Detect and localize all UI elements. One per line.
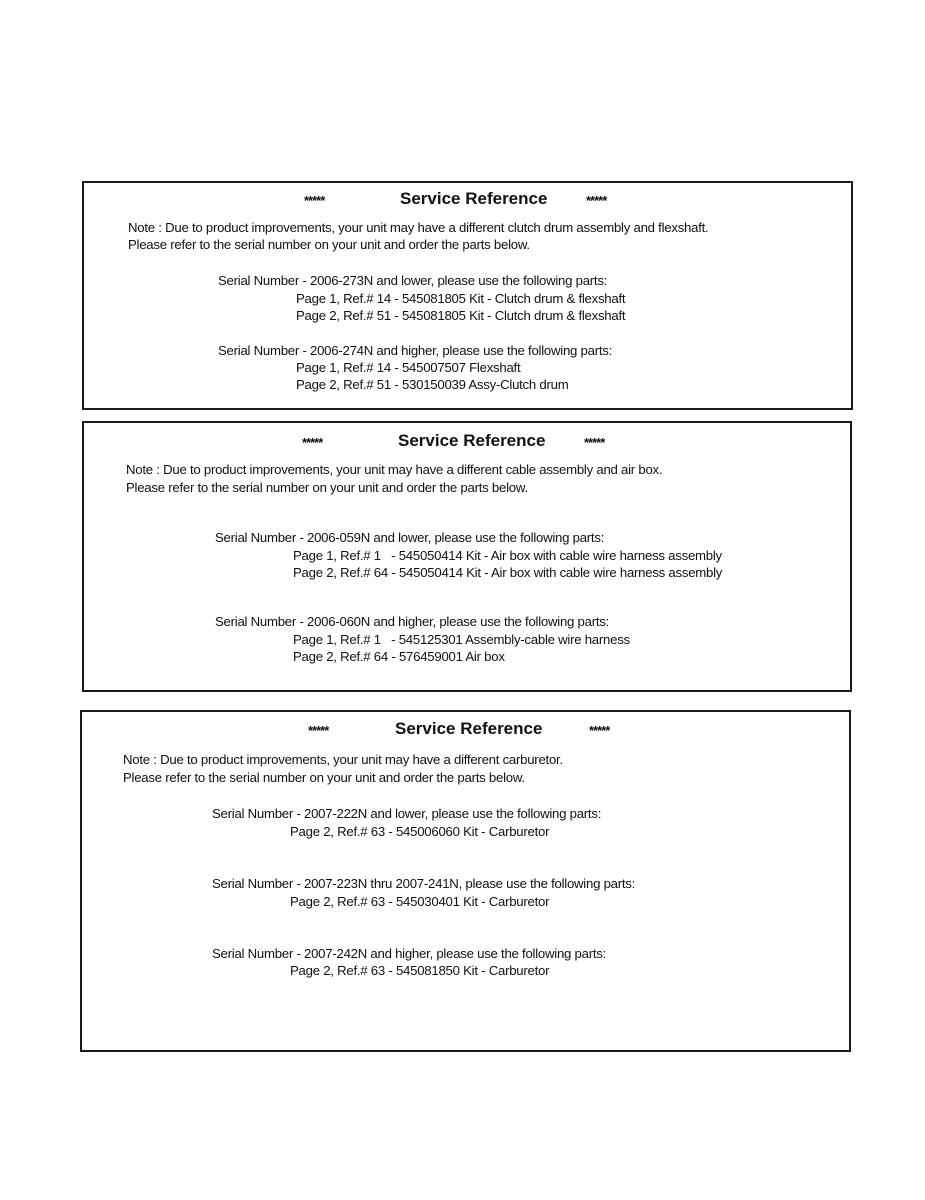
stars-right: ***** xyxy=(589,723,610,738)
part-line: Page 1, Ref.# 14 - 545081805 Kit - Clutch drum & flexshaft xyxy=(296,291,626,306)
part-line: Page 2, Ref.# 63 - 545030401 Kit - Carburetor xyxy=(290,894,550,909)
serial-range: Serial Number - 2007-223N thru 2007-241N, please use the following parts: xyxy=(212,876,636,891)
part-line: Page 1, Ref.# 14 - 545007507 Flexshaft xyxy=(296,360,521,375)
serial-range: Serial Number - 2006-060N and higher, please use the following parts: xyxy=(215,614,610,629)
note-line-1: Note : Due to product improvements, your unit may have a different carburetor. xyxy=(123,752,563,767)
part-line: Page 2, Ref.# 63 - 545081850 Kit - Carburetor xyxy=(290,963,550,978)
stars-right: ***** xyxy=(586,193,607,208)
part-line: Page 2, Ref.# 51 - 530150039 Assy-Clutch drum xyxy=(296,377,569,392)
service-reference-box-clutch xyxy=(82,181,853,410)
serial-range: Serial Number - 2006-274N and higher, please use the following parts: xyxy=(218,343,613,358)
part-line: Page 2, Ref.# 64 - 545050414 Kit - Air box with cable wire harness assembly xyxy=(293,565,723,580)
service-reference-box-carburetor xyxy=(80,710,851,1052)
part-line: Page 1, Ref.# 1 - 545050414 Kit - Air box with cable wire harness assembly xyxy=(293,548,722,563)
part-line: Page 1, Ref.# 1 - 545125301 Assembly-cable wire harness xyxy=(293,632,630,647)
note-line-1: Note : Due to product improvements, your unit may have a different cable assembly and air box. xyxy=(126,462,663,477)
section-header xyxy=(84,189,851,211)
section-title: Service Reference xyxy=(395,719,543,738)
part-line: Page 2, Ref.# 64 - 576459001 Air box xyxy=(293,649,505,664)
stars-left: ***** xyxy=(304,193,325,208)
serial-range: Serial Number - 2006-273N and lower, please use the following parts: xyxy=(218,273,608,288)
part-line: Page 2, Ref.# 51 - 545081805 Kit - Clutch drum & flexshaft xyxy=(296,308,626,323)
note-line-2: Please refer to the serial number on your unit and order the parts below. xyxy=(128,237,530,252)
section-header xyxy=(82,719,849,741)
stars-left: ***** xyxy=(308,723,329,738)
note-line-2: Please refer to the serial number on your unit and order the parts below. xyxy=(123,770,525,785)
stars-right: ***** xyxy=(584,435,605,450)
section-title: Service Reference xyxy=(398,431,546,450)
service-reference-box-cable xyxy=(82,421,852,692)
serial-range: Serial Number - 2006-059N and lower, please use the following parts: xyxy=(215,530,605,545)
part-line: Page 2, Ref.# 63 - 545006060 Kit - Carburetor xyxy=(290,824,550,839)
section-header xyxy=(84,431,850,453)
stars-left: ***** xyxy=(302,435,323,450)
note-line-2: Please refer to the serial number on your unit and order the parts below. xyxy=(126,480,528,495)
serial-range: Serial Number - 2007-242N and higher, please use the following parts: xyxy=(212,946,607,961)
section-title: Service Reference xyxy=(400,189,548,208)
note-line-1: Note : Due to product improvements, your unit may have a different clutch drum assembly and flexshaft. xyxy=(128,220,709,235)
serial-range: Serial Number - 2007-222N and lower, please use the following parts: xyxy=(212,806,602,821)
